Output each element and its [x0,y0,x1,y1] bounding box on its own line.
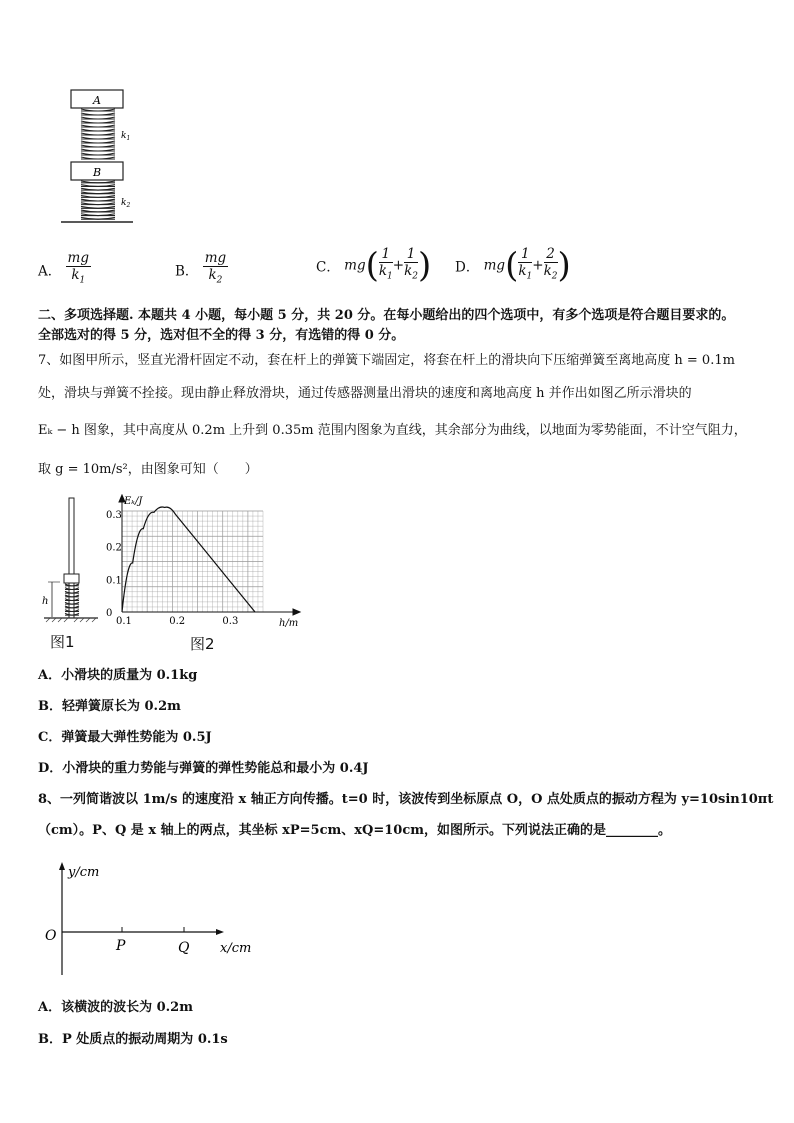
wave-axis-figure [40,860,270,980]
x-tick-label: 0.1 [116,616,132,627]
section-heading-1: 二、多项选择题. 本题共 4 小题，每小题 5 分，共 20 分。在每小题给出的四个选项中，有多个选项是符合题目要求的。 [38,308,735,323]
x-tick-label: 0.2 [169,616,186,627]
y-axis-label: y/cm [68,865,100,880]
rod-spring-figure [38,496,108,626]
q7-stem-1: 7、如图甲所示，竖直光滑杆固定不动，套在杆上的弹簧下端固定，将套在杆上的滑块向下压缩弹簧至离地高度 h = 0.1m [38,353,735,368]
point-p-label: P [116,938,126,954]
q7-option-d[interactable]: D．小滑块的重力势能与弹簧的弹性势能总和最小为 0.4J [38,761,369,776]
option-q6-d[interactable]: D． mg( $\frac{1}{k_1}$ + $\frac{2}{k_2}$ ) [455,245,571,286]
option-q6-a[interactable]: A． $\frac{mg}{k_1}$ [38,250,89,286]
option-q6-c[interactable]: C． mg( $\frac{1}{k_1}$ + $\frac{1}{k_2}$ ) [316,245,432,286]
q7-option-a[interactable]: A．小滑块的质量为 0.1kg [38,668,198,683]
q8-option-b[interactable]: B．P 处质点的振动周期为 0.1s [38,1032,228,1047]
ek-h-chart [100,494,305,629]
chart-xlabel: h/m [279,618,299,629]
y-tick-label: 0.2 [106,542,122,554]
q8-option-a[interactable]: A．该横波的波长为 0.2m [38,1000,193,1015]
fig1-h-label: h [42,596,49,607]
q7-stem-3: Eₖ − h 图象，其中高度从 0.2m 上升到 0.35m 范围内图象为直线，其余部分为曲线，以地面为零势能面，不计空气阻力， [38,423,747,438]
y-tick-label: 0.1 [106,575,122,587]
svg-text:k2: $k_2$ [121,198,131,209]
fig1-caption: 图1 [50,633,75,651]
svg-text:k1: $k_1$ [121,131,131,142]
spring-figure [55,85,165,230]
fig2-caption: 图2 [190,635,215,653]
option-q6-b[interactable]: B． $\frac{mg}{k_2}$ [175,250,227,286]
q7-option-c[interactable]: C．弹簧最大弹性势能为 0.5J [38,730,212,745]
section-heading-2: 全部选对的得 5 分，选对但不全的得 3 分，有选错的得 0 分。 [38,328,405,343]
x-axis-label: x/cm [220,941,252,956]
x-tick-label: 0.3 [222,616,239,627]
origin-label: O [45,928,57,944]
q7-option-b[interactable]: B．轻弹簧原长为 0.2m [38,699,181,714]
y-tick-label: 0.3 [106,510,122,521]
q8-stem-1: 8、一列简谐波以 1m/s 的速度沿 x 轴正方向传播。t=0 时，该波传到坐标原点 O，O 点处质点的振动方程为 y=10sin10πt [38,792,774,807]
chart-ylabel: Eₖ/J [124,496,143,507]
q8-stem-2: （cm）。P、Q 是 x 轴上的两点，其坐标 xP=5cm、xQ=10cm，如图所示。下列说法正确的是________。 [38,823,671,838]
point-q-label: Q [178,940,190,956]
k1-label: k [121,131,127,141]
k2-label: k [121,198,127,208]
block-b-label: B [92,166,102,179]
q7-stem-4: 取 g = 10m/s²，由图象可知（ ） [38,462,258,477]
q7-stem-2: 处，滑块与弹簧不拴接。现由静止释放滑块，通过传感器测量出滑块的速度和离地高度 h 并作出如图乙所示滑块的 [38,386,692,401]
ek-curve [122,507,255,612]
y-tick-label: 0 [106,608,113,619]
block-a-label: A [93,94,101,107]
